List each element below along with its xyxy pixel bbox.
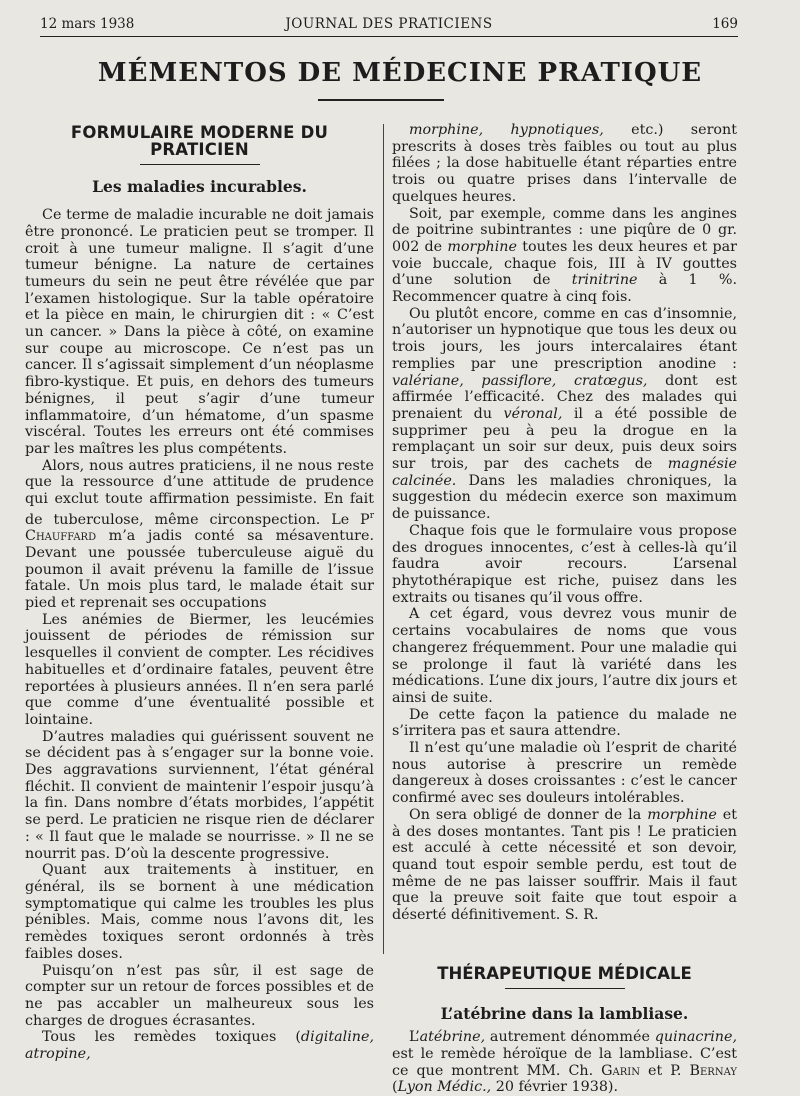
paragraph: Il n’est qu’une maladie où l’esprit de charité nous autorise à prescrire un remède dangereux à doses croissantes : c’est le cancer confirmé avec ses douleurs intolérables. xyxy=(392,740,737,807)
paragraph: Les anémies de Biermer, les leucémies jouissent de périodes de rémission sur lesquelles il convient de compter. Les récidives habituelles et d’ordinaire fatales, peuvent être reportées à plusieurs années. Il n’en sera parlé que comme d’une éventualité possible et lointaine. xyxy=(25,611,374,728)
paragraph: On sera obligé de donner de la morphine et à des doses montantes. Tant pis ! Le praticien est acculé à cette nécessité et son devoir, quand tout espoir semble perdu, est tout de même de ne pas laisser souffrir. Mais il faut que la preuve soit faite que tout espoir a déserté définitivement. S. R. xyxy=(392,806,737,924)
paragraph: De cette façon la patience du malade ne s’irritera pas et saura attendre. xyxy=(392,706,737,740)
paragraph: D’autres maladies qui guérissent souvent ne se décident pas à s’engager sur la bonne voie. Des aggravations surviennent, l’état général fléchit. Il convient de maintenir l’espoir jusqu’à la fin. Dans nombre d’états morbides, l’appétit se perd. Le praticien ne risque rien de déclarer : « Il faut que le malade se nourrisse. » Il ne se nourrit pas. D’où la descente progressive. xyxy=(25,728,374,862)
page-number: 169 xyxy=(712,16,738,32)
title-rule xyxy=(318,99,444,101)
column-divider xyxy=(383,124,384,954)
journal-name: JOURNAL DES PRATICIENS xyxy=(285,16,493,32)
paragraph: L’atébrine, autrement dénommée quinacrine, est le remède héroïque de la lambliase. C’est ce que montrent MM. Ch. Garin et P. Bernay (Lyon Médic., 20 février 1938). xyxy=(392,1029,737,1096)
article-body-atebrine xyxy=(392,1029,737,1096)
section-rule xyxy=(140,164,260,165)
running-head xyxy=(40,14,738,36)
header-rule xyxy=(40,36,738,37)
article-title-maladies-incurables: Les maladies incurables. xyxy=(92,177,307,197)
paragraph: morphine, hypnotiques, etc.) seront prescrits à doses très faibles ou tout au plus filées ; la dose habituelle étant réparties entre trois ou quatre prises dans l’intervalle de quelques heures. xyxy=(392,122,737,205)
paragraph: Soit, par exemple, comme dans les angines de poitrine subintrantes : une piqûre de 0 gr. 002 de morphine toutes les deux heures et par voie buccale, chaque fois, III à IV gouttes d’une solution de trinitrine à 1 %. Recommencer quatre à cinq fois. xyxy=(392,205,737,306)
article-title-atebrine: L’atébrine dans la lambliase. xyxy=(440,1004,689,1024)
paragraph: Ou plutôt encore, comme en cas d’insomnie, n’autoriser un hypnotique que tous les deux ou trois jours, les jours intercalaires étant remplies par une prescription anodine : valériane, passiflore, cratœgus, dont est affirmée l’efficacité. Chez des malades qui prenaient du véronal, il a été possible de supprimer peu à peu la drogue en la remplaçant un soir sur deux, puis deux soirs sur trois, par des cachets de magnésie calcinée. Dans les maladies chroniques, la suggestion du médecin exerce son maximum de puissance. xyxy=(392,305,737,523)
paragraph: A cet égard, vous devrez vous munir de certains vocabulaires de noms que vous changerez fréquemment. Pour une maladie qui se prolonge il faut là variété dans les médications. L’une dix jours, l’autre dix jours et ainsi de suite. xyxy=(392,606,737,706)
section-title-formulaire: FORMULAIRE MODERNE DU PRATICIEN xyxy=(70,123,329,159)
paragraph: Tous les remèdes toxiques (digitaline, atropine, xyxy=(25,1029,374,1063)
article-continuation xyxy=(392,122,737,924)
section-title-therapeutique: THÉRAPEUTIQUE MÉDICALE xyxy=(437,963,692,983)
section-rule xyxy=(505,988,625,989)
left-column xyxy=(25,125,374,1063)
paragraph: Quant aux traitements à instituer, en général, ils se bornent à une médication symptomatique qui calme les troubles les plus pénibles. Mais, comme nous l’avons dit, les remèdes toxiques seront ordonnés à très faibles doses. xyxy=(25,862,374,962)
paragraph: Puisqu’on n’est pas sûr, il est sage de compter sur un retour de forces possibles et de ne pas accabler un malheureux sous les charges de drogues écrasantes. xyxy=(25,962,374,1029)
article-body xyxy=(25,207,374,1063)
paragraph: Ce terme de maladie incurable ne doit jamais être prononcé. Le praticien peut se tromper. Il croit à une tumeur maligne. Il s’agit d’une tumeur bénigne. La nature de certaines tumeurs du sein ne peut être révélée que par l’examen histologique. Sur la table opératoire et la pièce en main, le chirurgien dit : « C’est un cancer. » Dans la pièce à côté, on examine sur coupe au microscope. Ce n’est pas un cancer. Il s’agissait simplement d’un néoplasme fibro-kystique. Et puis, en dehors des tumeurs bénignes, il peut s’agir d’une tumeur inflammatoire, d’un hématome, d’un spasme viscéral. Toutes les erreurs ont été commises par les maîtres les plus compétents. xyxy=(25,207,374,457)
right-column xyxy=(392,122,737,1096)
paragraph: Alors, nous autres praticiens, il ne nous reste que la ressource d’une attitude de prudence qui exclut toute affirmation pessimiste. En fait de tuberculose, même circonspection. Le $P^r$ Chauffard m’a jadis conté sa mésaventure. Devant une poussée tuberculeuse aiguë du poumon il avait prévenu la famille de l’issue fatale. Un mois plus tard, le malade était sur pied et reprenait ses occupations xyxy=(25,457,374,612)
issue-date: 12 mars 1938 xyxy=(40,16,135,32)
page-title: MÉMENTOS DE MÉDECINE PRATIQUE xyxy=(97,58,703,88)
paragraph: Chaque fois que le formulaire vous propose des drogues innocentes, c’est à celles-là qu’il faudra avoir recours. L’arsenal phytothérapique est riche, puisez dans les extraits ou tisanes qu’il vous offre. xyxy=(392,522,737,606)
